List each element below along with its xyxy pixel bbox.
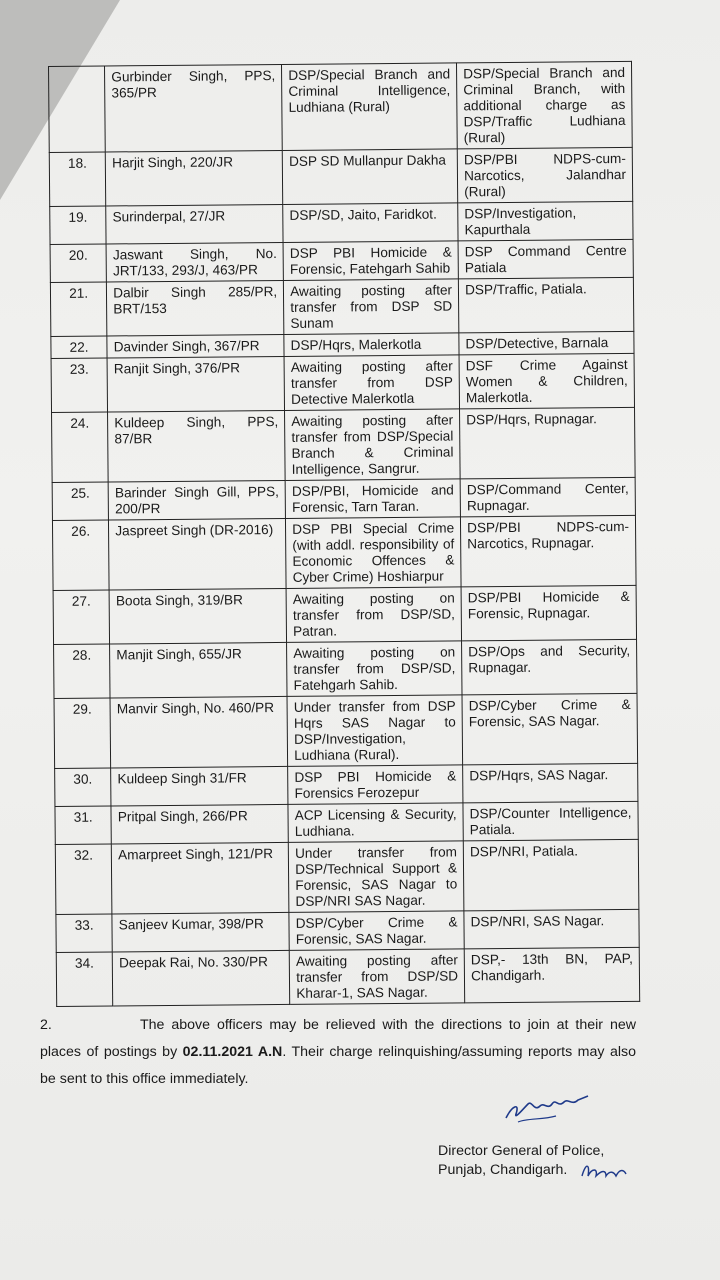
current-posting-cell: DSP PBI Homicide & Forensics Ferozepur: [288, 765, 463, 805]
table-row: [55, 801, 638, 844]
officer-name-cell: Manvir Singh, No. 460/PR: [110, 696, 288, 768]
new-posting-cell: DSP/PBI NDPS-cum-Narcotics, Jalandhar (Rural): [457, 147, 632, 203]
signatory-office: Punjab, Chandigarh.: [438, 1162, 568, 1178]
serial-number-cell: 29.: [54, 698, 111, 768]
table-row: [56, 947, 639, 1006]
table-row: [55, 763, 638, 806]
serial-number-cell: 23.: [51, 358, 108, 412]
current-posting-cell: DSP/PBI, Homicide and Forensic, Tarn Taran.: [285, 479, 460, 519]
officer-name-cell: Kuldeep Singh, PPS, 87/BR: [108, 410, 286, 482]
officer-name-cell: Jaspreet Singh (DR-2016): [109, 518, 287, 590]
handwritten-signature: [498, 1088, 598, 1128]
serial-number-cell: 33.: [56, 914, 113, 952]
serial-number-cell: 32.: [55, 844, 112, 914]
officer-name-cell: Ranjit Singh, 376/PR: [107, 356, 284, 412]
current-posting-cell: Awaiting posting after transfer from DSP SD Sunam: [284, 279, 459, 335]
new-posting-cell: DSP,- 13th BN, PAP, Chandigarh.: [464, 947, 639, 1003]
serial-number-cell: 30.: [55, 768, 112, 806]
serial-number-cell: 21.: [50, 282, 107, 336]
serial-number-cell: 27.: [53, 590, 110, 644]
officer-name-cell: Sanjeev Kumar, 398/PR: [112, 912, 289, 952]
current-posting-cell: Awaiting posting after transfer from DSP/SD Kharar-1, SAS Nagar.: [289, 949, 464, 1005]
posting-table: [48, 61, 640, 1007]
new-posting-cell: DSP/Special Branch and Criminal Branch, with additional charge as DSP/Traffic Ludhiana (Rural): [457, 61, 633, 149]
serial-number-cell: 19.: [50, 206, 107, 244]
paragraph-number: 2.: [40, 1017, 52, 1033]
handwritten-initials: [580, 1158, 630, 1182]
new-posting-cell: DSP/Traffic, Patiala.: [458, 277, 633, 333]
table-row: [52, 407, 636, 482]
serial-number-cell: 25.: [52, 482, 109, 520]
current-posting-cell: DSP SD Mullanpur Dakha: [282, 149, 457, 205]
serial-number-cell: 20.: [50, 244, 107, 282]
serial-number-cell: 22.: [51, 336, 107, 358]
posting-table-body: [49, 61, 640, 1006]
new-posting-cell: DSP/NRI, SAS Nagar.: [464, 909, 639, 949]
table-row: [50, 277, 633, 336]
table-row: [56, 909, 639, 952]
table-row: [49, 147, 632, 206]
table-row: [51, 353, 634, 412]
current-posting-cell: Awaiting posting after transfer from DSP Detective Malerkotla: [284, 355, 459, 411]
current-posting-cell: ACP Licensing & Security, Ludhiana.: [288, 803, 463, 843]
current-posting-cell: Awaiting posting after transfer from DSP/Special Branch & Criminal Intelligence, Sangrur.: [285, 409, 460, 481]
instruction-paragraph: [40, 1012, 636, 1093]
signatory-title: Director General of Police,: [438, 1143, 605, 1159]
current-posting-cell: DSP PBI Homicide & Forensic, Fatehgarh Sahib: [283, 241, 458, 281]
table-row: [55, 839, 639, 914]
table-row: [49, 61, 633, 152]
serial-number-cell: 28.: [54, 644, 111, 698]
table-row: [54, 639, 637, 698]
current-posting-cell: DSP/Cyber Crime & Forensic, SAS Nagar.: [289, 911, 464, 951]
officer-name-cell: Boota Singh, 319/BR: [109, 588, 286, 644]
new-posting-cell: DSP/Counter Intelligence, Patiala.: [463, 801, 638, 841]
current-posting-cell: DSP/SD, Jaito, Faridkot.: [283, 203, 458, 243]
table-row: [52, 515, 636, 590]
new-posting-cell: DSP Command Centre Patiala: [458, 239, 633, 279]
officer-name-cell: Amarpreet Singh, 121/PR: [112, 842, 290, 914]
new-posting-cell: DSP/Ops and Security, Rupnagar.: [462, 639, 637, 695]
new-posting-cell: DSP/PBI Homicide & Forensic, Rupnagar.: [461, 585, 636, 641]
table-row: [53, 585, 636, 644]
paragraph-text-after: . Their charge relinquishing/assuming reports may also be sent to this office immediately.: [40, 1044, 636, 1087]
serial-number-cell: 31.: [55, 806, 112, 844]
current-posting-cell: DSP/Special Branch and Criminal Intelligence, Ludhiana (Rural): [282, 63, 458, 151]
serial-number-cell: 18.: [49, 152, 106, 206]
table-row: [50, 201, 633, 244]
officer-name-cell: Manjit Singh, 655/JR: [110, 642, 287, 698]
current-posting-cell: DSP PBI Special Crime (with addl. responsibility of Economic Offences & Cyber Crime) Hoshiarpur: [286, 517, 461, 589]
officer-name-cell: Deepak Rai, No. 330/PR: [112, 950, 289, 1006]
officer-name-cell: Davinder Singh, 367/PR: [107, 334, 284, 358]
new-posting-cell: DSP/Detective, Barnala: [459, 331, 634, 355]
new-posting-cell: DSP/Command Center, Rupnagar.: [460, 477, 635, 517]
new-posting-cell: DSP/Hqrs, SAS Nagar.: [463, 763, 638, 803]
current-posting-cell: DSP/Hqrs, Malerkotla: [284, 333, 459, 357]
officer-name-cell: Pritpal Singh, 266/PR: [111, 804, 288, 844]
new-posting-cell: DSP/Investigation, Kapurthala: [458, 201, 633, 241]
officer-name-cell: Jaswant Singh, No. JRT/133, 293/J, 463/PR: [106, 242, 283, 282]
table-row: [50, 239, 633, 282]
new-posting-cell: DSF Crime Against Women & Children, Malerkotla.: [459, 353, 634, 409]
serial-number-cell: [49, 66, 106, 152]
current-posting-cell: Under transfer from DSP/Technical Support & Forensic, SAS Nagar to DSP/NRI SAS Nagar.: [288, 841, 463, 913]
current-posting-cell: Under transfer from DSP Hqrs SAS Nagar to DSP/Investigation, Ludhiana (Rural).: [287, 695, 462, 767]
table-row: [54, 693, 638, 768]
officer-name-cell: Surinderpal, 27/JR: [106, 204, 283, 244]
table-row: [52, 477, 635, 520]
officer-name-cell: Gurbinder Singh, PPS, 365/PR: [105, 64, 283, 152]
serial-number-cell: 34.: [56, 952, 113, 1006]
new-posting-cell: DSP/Cyber Crime & Forensic, SAS Nagar.: [462, 693, 638, 765]
joining-date: 02.11.2021 A.N: [182, 1044, 283, 1060]
new-posting-cell: DSP/PBI NDPS-cum-Narcotics, Rupnagar.: [461, 515, 637, 587]
current-posting-cell: Awaiting posting on transfer from DSP/SD, Fatehgarh Sahib.: [287, 641, 462, 697]
new-posting-cell: DSP/NRI, Patiala.: [463, 839, 639, 911]
serial-number-cell: 24.: [52, 412, 109, 482]
officer-name-cell: Harjit Singh, 220/JR: [106, 150, 283, 206]
serial-number-cell: 26.: [52, 520, 109, 590]
current-posting-cell: Awaiting posting on transfer from DSP/SD, Patran.: [286, 587, 461, 643]
officer-name-cell: Barinder Singh Gill, PPS, 200/PR: [108, 480, 285, 520]
paragraph-text-before: The above officers may be relieved with the directions to join at their new places of postings by: [40, 1017, 636, 1060]
new-posting-cell: DSP/Hqrs, Rupnagar.: [460, 407, 636, 479]
officer-name-cell: Kuldeep Singh 31/FR: [111, 766, 288, 806]
officer-name-cell: Dalbir Singh 285/PR, BRT/153: [107, 280, 284, 336]
